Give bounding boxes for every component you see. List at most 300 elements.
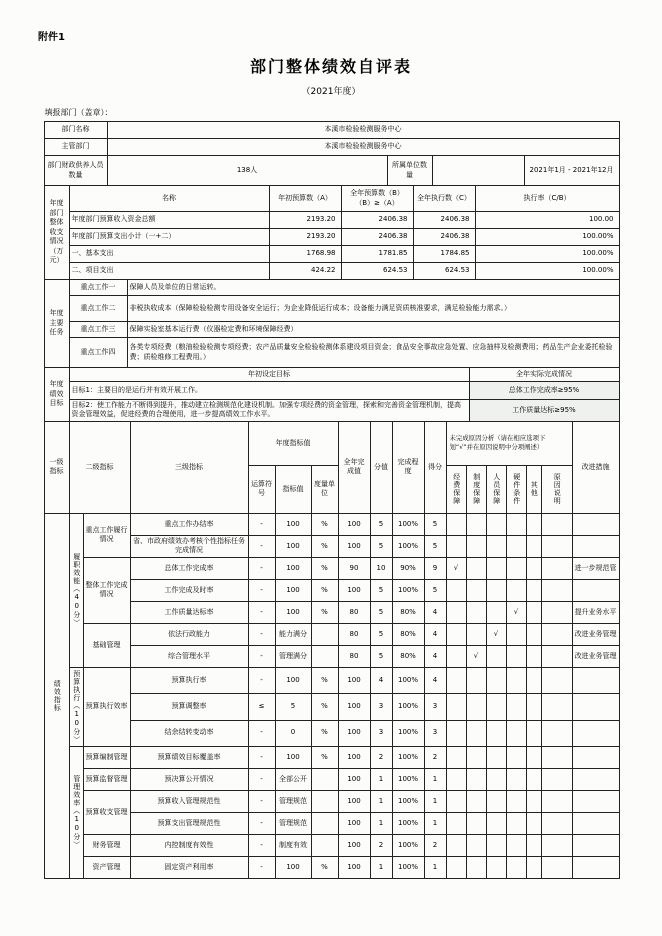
cause-staff	[486, 557, 506, 579]
cause-hardware	[506, 579, 526, 601]
budget-table	[44, 185, 620, 280]
cause-fund	[446, 856, 466, 878]
header-score: 得分	[424, 421, 446, 513]
cause-note	[541, 579, 572, 601]
degree-cell: 100%	[392, 513, 424, 535]
cause-hardware	[506, 746, 526, 768]
target-value-cell: 0	[275, 720, 311, 746]
completed-value-cell: 90	[338, 557, 370, 579]
cause-note	[541, 856, 572, 878]
level2-group: 管理效率（10分）	[69, 746, 83, 878]
indicator-name: 工作质量达标率	[130, 601, 248, 623]
points-cell: 1	[370, 812, 392, 834]
header-annual-value: 年度指标值	[248, 421, 338, 465]
cause-system	[466, 834, 486, 856]
header-cause-note: 原因说明	[541, 465, 572, 513]
points-cell: 5	[370, 513, 392, 535]
header-cause-hardware: 硬件条件	[506, 465, 526, 513]
cause-other	[526, 557, 541, 579]
budget-fullyear: 2406.38	[341, 212, 413, 229]
indicator-name: 预算支出管理规范性	[130, 812, 248, 834]
completed-value-cell: 100	[338, 856, 370, 878]
cause-other	[526, 601, 541, 623]
cause-hardware	[506, 720, 526, 746]
operator-cell: ≤	[248, 694, 275, 720]
completed-value-cell: 100	[338, 513, 370, 535]
cause-staff	[486, 667, 506, 693]
cause-staff: √	[486, 623, 506, 645]
cause-staff	[486, 694, 506, 720]
improve-cell	[572, 694, 619, 720]
score-cell: 3	[424, 720, 446, 746]
cause-other	[526, 535, 541, 557]
operator-cell: -	[248, 856, 275, 878]
score-cell: 1	[424, 812, 446, 834]
cause-staff	[486, 579, 506, 601]
improve-cell	[572, 768, 619, 790]
period-value: 2021年1月 - 2021年12月	[524, 156, 619, 186]
task-label: 重点工作二	[69, 296, 127, 322]
improve-cell	[572, 790, 619, 812]
cause-hardware	[506, 623, 526, 645]
task-label: 重点工作一	[69, 280, 127, 296]
indicators-table	[44, 421, 620, 879]
cause-fund	[446, 579, 466, 601]
operator-cell: -	[248, 535, 275, 557]
page-title: 部门整体绩效自评表	[249, 57, 412, 76]
cause-system	[466, 601, 486, 623]
points-cell: 3	[370, 720, 392, 746]
target-value-cell: 能力满分	[275, 623, 311, 645]
level2-sub: 资产管理	[83, 856, 130, 878]
indicator-name: 结余结转变动率	[130, 720, 248, 746]
goals-table	[44, 367, 620, 422]
cause-system	[466, 746, 486, 768]
unit-cell: %	[311, 513, 338, 535]
completed-value-cell: 100	[338, 812, 370, 834]
task-desc: 各类专项经费（粮油检验检测专项经费；农产品质量安全检验检测体系建设项目资金；食品安全事故应急处置、应急抽样及检测费用；药品生产企业委托检验费；质检维修工程费用。）	[127, 338, 619, 368]
budget-initial: 2193.20	[269, 229, 341, 246]
unit-cell	[311, 790, 338, 812]
improve-cell	[572, 579, 619, 601]
completed-value-cell: 100	[338, 694, 370, 720]
tasks-section-label: 年度主要任务	[44, 280, 69, 368]
cause-note	[541, 601, 572, 623]
cause-system	[466, 667, 486, 693]
score-cell: 4	[424, 645, 446, 667]
improve-cell: 提升业务水平	[572, 601, 619, 623]
target-value-cell: 100	[275, 856, 311, 878]
target-value-cell: 100	[275, 579, 311, 601]
budget-header-fullyear-line1: 全年预算数（B）	[350, 189, 404, 198]
header-level1: 一级指标	[44, 421, 69, 513]
completed-value-cell: 100	[338, 768, 370, 790]
indicator-name: 预算执行率	[130, 667, 248, 693]
unit-cell: %	[311, 856, 338, 878]
cause-other	[526, 579, 541, 601]
degree-cell: 100%	[392, 856, 424, 878]
cause-staff	[486, 768, 506, 790]
operator-cell: -	[248, 768, 275, 790]
header-operator: 运算符号	[248, 465, 275, 513]
cause-staff	[486, 535, 506, 557]
budget-row-name: 年度部门预算支出小计（一+二）	[69, 229, 269, 246]
score-cell: 5	[424, 579, 446, 601]
improve-cell	[572, 720, 619, 746]
budget-header-fullyear	[341, 186, 413, 212]
cause-note	[541, 667, 572, 693]
budget-initial: 1768.98	[269, 246, 341, 263]
score-cell: 5	[424, 535, 446, 557]
header-level2: 二级指标	[69, 421, 130, 513]
operator-cell: -	[248, 720, 275, 746]
cause-other	[526, 513, 541, 535]
cause-staff	[486, 746, 506, 768]
operator-cell: -	[248, 834, 275, 856]
degree-cell: 100%	[392, 694, 424, 720]
completed-value-cell: 80	[338, 645, 370, 667]
staff-count-value: 138人	[107, 156, 387, 186]
cause-fund	[446, 694, 466, 720]
target-value-cell: 5	[275, 694, 311, 720]
cause-other	[526, 746, 541, 768]
cause-hardware	[506, 557, 526, 579]
budget-row-name: 年度部门预算收入资金总额	[69, 212, 269, 229]
cause-staff	[486, 812, 506, 834]
budget-header-name: 名称	[69, 186, 269, 212]
budget-rate: 100.00%	[475, 229, 619, 246]
improve-cell	[572, 834, 619, 856]
points-cell: 4	[370, 667, 392, 693]
cause-hardware	[506, 856, 526, 878]
indicator-name: 工作完成及时率	[130, 579, 248, 601]
indicator-name: 综合管理水平	[130, 645, 248, 667]
cause-other	[526, 768, 541, 790]
degree-cell: 80%	[392, 645, 424, 667]
improve-cell	[572, 667, 619, 693]
cause-staff	[486, 720, 506, 746]
cause-hardware	[506, 513, 526, 535]
cause-fund	[446, 601, 466, 623]
points-cell: 2	[370, 746, 392, 768]
tasks-table	[44, 279, 620, 368]
indicator-name: 预算调整率	[130, 694, 248, 720]
goals-header-set: 年初设定目标	[69, 368, 469, 382]
indicator-name: 预算绩效目标覆盖率	[130, 746, 248, 768]
supervisor-value: 本溪市检验检测服务中心	[107, 139, 619, 156]
goal-actual: 工作质量达标≥95%	[469, 400, 619, 422]
level1-label: 绩效指标	[44, 513, 69, 878]
indicator-name: 内控制度有效性	[130, 834, 248, 856]
cause-hardware	[506, 834, 526, 856]
cause-note	[541, 812, 572, 834]
level2-sub: 整体工作完成情况	[83, 557, 130, 623]
cause-note	[541, 790, 572, 812]
completed-value-cell: 100	[338, 746, 370, 768]
target-value-cell: 制度有效	[275, 834, 311, 856]
form-body	[44, 107, 619, 879]
header-cause-analysis: 未完成原因分析（请在相应选项下划“√”并在原因说明中分项阐述）	[446, 421, 572, 465]
degree-cell: 100%	[392, 667, 424, 693]
cause-other	[526, 834, 541, 856]
improve-cell	[572, 812, 619, 834]
header-cause-system: 制度保障	[466, 465, 486, 513]
cause-fund	[446, 790, 466, 812]
cause-system	[466, 579, 486, 601]
score-cell: 2	[424, 746, 446, 768]
budget-header-initial: 年初预算数（A）	[269, 186, 341, 212]
level2-sub: 预算编制管理	[83, 746, 130, 768]
points-cell: 1	[370, 856, 392, 878]
cause-note	[541, 746, 572, 768]
improve-cell	[572, 513, 619, 535]
budget-rate: 100.00	[475, 212, 619, 229]
level2-sub: 预算收支管理	[83, 790, 130, 834]
goal-text: 目标1：主要目的是运行并有效开展工作。	[69, 382, 469, 400]
cause-note	[541, 557, 572, 579]
operator-cell: -	[248, 667, 275, 693]
target-value-cell: 管理规范	[275, 790, 311, 812]
cause-note	[541, 535, 572, 557]
indicator-name: 固定资产利用率	[130, 856, 248, 878]
degree-cell: 80%	[392, 601, 424, 623]
header-level3: 三级指标	[130, 421, 248, 513]
cause-fund	[446, 720, 466, 746]
operator-cell: -	[248, 601, 275, 623]
cause-staff	[486, 790, 506, 812]
unit-cell: %	[311, 667, 338, 693]
budget-fullyear: 624.53	[341, 263, 413, 280]
score-cell: 1	[424, 790, 446, 812]
operator-cell: -	[248, 579, 275, 601]
cause-system	[466, 856, 486, 878]
indicator-name: 重点工作办结率	[130, 513, 248, 535]
budget-header-fullyear-line2: （B）≥（A）	[355, 198, 399, 207]
target-value-cell: 全部公开	[275, 768, 311, 790]
target-value-cell: 100	[275, 667, 311, 693]
indicator-name: 预算收入管理规范性	[130, 790, 248, 812]
cause-fund: √	[446, 557, 466, 579]
improve-cell: 改进业务管理	[572, 645, 619, 667]
level2-group: 履职效能（40分）	[69, 513, 83, 667]
budget-executed: 2406.38	[413, 212, 475, 229]
header-cause-other: 其他	[526, 465, 541, 513]
budget-section-label: 年度部门整体收支情况（万元）	[44, 186, 69, 280]
improve-cell: 进一步规范管	[572, 557, 619, 579]
supervisor-label: 主管部门	[44, 139, 107, 156]
cause-note	[541, 513, 572, 535]
degree-cell: 100%	[392, 535, 424, 557]
cause-other	[526, 623, 541, 645]
unit-count-value	[432, 156, 524, 186]
target-value-cell: 100	[275, 535, 311, 557]
cause-other	[526, 645, 541, 667]
completed-value-cell: 80	[338, 601, 370, 623]
level2-sub: 基础管理	[83, 623, 130, 667]
cause-fund	[446, 667, 466, 693]
budget-fullyear: 2406.38	[341, 229, 413, 246]
degree-cell: 100%	[392, 768, 424, 790]
unit-cell: %	[311, 579, 338, 601]
cause-other	[526, 667, 541, 693]
cause-staff	[486, 645, 506, 667]
completed-value-cell: 100	[338, 579, 370, 601]
unit-cell	[311, 645, 338, 667]
cause-other	[526, 790, 541, 812]
cause-hardware: √	[506, 601, 526, 623]
score-cell: 9	[424, 557, 446, 579]
cause-hardware	[506, 768, 526, 790]
operator-cell: -	[248, 812, 275, 834]
cause-system: √	[466, 645, 486, 667]
budget-executed: 1784.85	[413, 246, 475, 263]
improve-cell	[572, 535, 619, 557]
cause-other	[526, 720, 541, 746]
target-value-cell: 100	[275, 513, 311, 535]
level2-sub: 预算监督管理	[83, 768, 130, 790]
cause-other	[526, 856, 541, 878]
budget-executed: 624.53	[413, 263, 475, 280]
cause-fund	[446, 834, 466, 856]
staff-count-label: 部门财政供养人员数量	[44, 156, 107, 186]
level2-sub: 预算执行效率	[83, 667, 130, 746]
cause-fund	[446, 623, 466, 645]
points-cell: 10	[370, 557, 392, 579]
score-cell: 3	[424, 694, 446, 720]
cause-system	[466, 623, 486, 645]
cause-note	[541, 623, 572, 645]
points-cell: 3	[370, 694, 392, 720]
indicator-name: 预决算公开情况	[130, 768, 248, 790]
completed-value-cell: 100	[338, 720, 370, 746]
operator-cell: -	[248, 790, 275, 812]
score-cell: 5	[424, 513, 446, 535]
completed-value-cell: 100	[338, 834, 370, 856]
budget-row-name: 一、基本支出	[69, 246, 269, 263]
degree-cell: 80%	[392, 623, 424, 645]
budget-header-executed: 全年执行数（C）	[413, 186, 475, 212]
budget-initial: 424.22	[269, 263, 341, 280]
target-value-cell: 100	[275, 557, 311, 579]
unit-cell: %	[311, 694, 338, 720]
unit-cell: %	[311, 557, 338, 579]
unit-cell	[311, 834, 338, 856]
budget-rate: 100.00%	[475, 263, 619, 280]
points-cell: 5	[370, 535, 392, 557]
unit-cell: %	[311, 535, 338, 557]
goals-header-actual: 全年实际完成情况	[469, 368, 619, 382]
cause-note	[541, 645, 572, 667]
header-improve: 改进措施	[572, 421, 619, 513]
degree-cell: 100%	[392, 834, 424, 856]
unit-cell: %	[311, 720, 338, 746]
cause-system	[466, 812, 486, 834]
cause-note	[541, 694, 572, 720]
level2-sub: 财务管理	[83, 834, 130, 856]
task-label: 重点工作三	[69, 322, 127, 338]
points-cell: 1	[370, 790, 392, 812]
task-desc: 非税执收成本（保障检验检测专用设备安全运行；为企业降低运行成本；设备能力满足资质核准要求，满足检验能力需求。）	[127, 296, 619, 322]
header-value: 指标值	[275, 465, 311, 513]
score-cell: 1	[424, 856, 446, 878]
cause-note	[541, 720, 572, 746]
budget-initial: 2193.20	[269, 212, 341, 229]
cause-staff	[486, 513, 506, 535]
points-cell: 2	[370, 834, 392, 856]
unit-count-label: 所属单位数量	[387, 156, 432, 186]
target-value-cell: 管理规范	[275, 812, 311, 834]
cause-system	[466, 720, 486, 746]
unit-cell: %	[311, 601, 338, 623]
cause-staff	[486, 856, 506, 878]
cause-system	[466, 535, 486, 557]
attachment-label: 附件1	[38, 32, 65, 43]
points-cell: 5	[370, 579, 392, 601]
improve-cell	[572, 746, 619, 768]
level2-sub: 重点工作履行情况	[83, 513, 130, 557]
budget-row-name: 二、项目支出	[69, 263, 269, 280]
cause-fund	[446, 645, 466, 667]
points-cell: 5	[370, 601, 392, 623]
degree-cell: 100%	[392, 790, 424, 812]
budget-fullyear: 1781.85	[341, 246, 413, 263]
level2-group: 预算执行（10分）	[69, 667, 83, 746]
goals-section-label: 年度绩效目标	[44, 368, 69, 422]
cause-hardware	[506, 790, 526, 812]
budget-executed: 2406.38	[413, 229, 475, 246]
goal-text: 目标2：使工作能力不断得到提升，推动建立检测规范化建设机制。加强专项经费的资金管理，探索和完善资金管理机制，提高资金管理效益，促进经费的合理使用，进一步提高绩效工作水平。	[69, 400, 469, 422]
points-cell: 1	[370, 768, 392, 790]
operator-cell: -	[248, 557, 275, 579]
cause-fund	[446, 513, 466, 535]
cause-fund	[446, 746, 466, 768]
dept-name-label: 部门名称	[44, 122, 107, 139]
unit-cell	[311, 812, 338, 834]
score-cell: 2	[424, 834, 446, 856]
header-cause-fund: 经费保障	[446, 465, 466, 513]
cause-system	[466, 768, 486, 790]
degree-cell: 100%	[392, 746, 424, 768]
cause-fund	[446, 812, 466, 834]
cause-hardware	[506, 694, 526, 720]
degree-cell: 90%	[392, 557, 424, 579]
points-cell: 5	[370, 623, 392, 645]
task-desc: 保障实验室基本运行费（仪器检定费和环境保障经费）	[127, 322, 619, 338]
target-value-cell: 100	[275, 746, 311, 768]
unit-cell: %	[311, 746, 338, 768]
indicator-name: 总体工作完成率	[130, 557, 248, 579]
cause-staff	[486, 834, 506, 856]
target-value-cell: 100	[275, 601, 311, 623]
cause-hardware	[506, 667, 526, 693]
budget-rate: 100.00%	[475, 246, 619, 263]
indicator-name: 依法行政能力	[130, 623, 248, 645]
cause-system	[466, 790, 486, 812]
unit-cell	[311, 623, 338, 645]
cause-system	[466, 557, 486, 579]
task-label: 重点工作四	[69, 338, 127, 368]
completed-value-cell: 100	[338, 535, 370, 557]
cause-hardware	[506, 535, 526, 557]
points-cell: 5	[370, 645, 392, 667]
cause-hardware	[506, 645, 526, 667]
cause-other	[526, 812, 541, 834]
header-completed: 全年完成值	[338, 421, 370, 513]
completed-value-cell: 80	[338, 623, 370, 645]
dept-name-value: 本溪市检验检测服务中心	[107, 122, 619, 139]
cause-fund	[446, 768, 466, 790]
header-degree: 完成程度	[392, 421, 424, 513]
